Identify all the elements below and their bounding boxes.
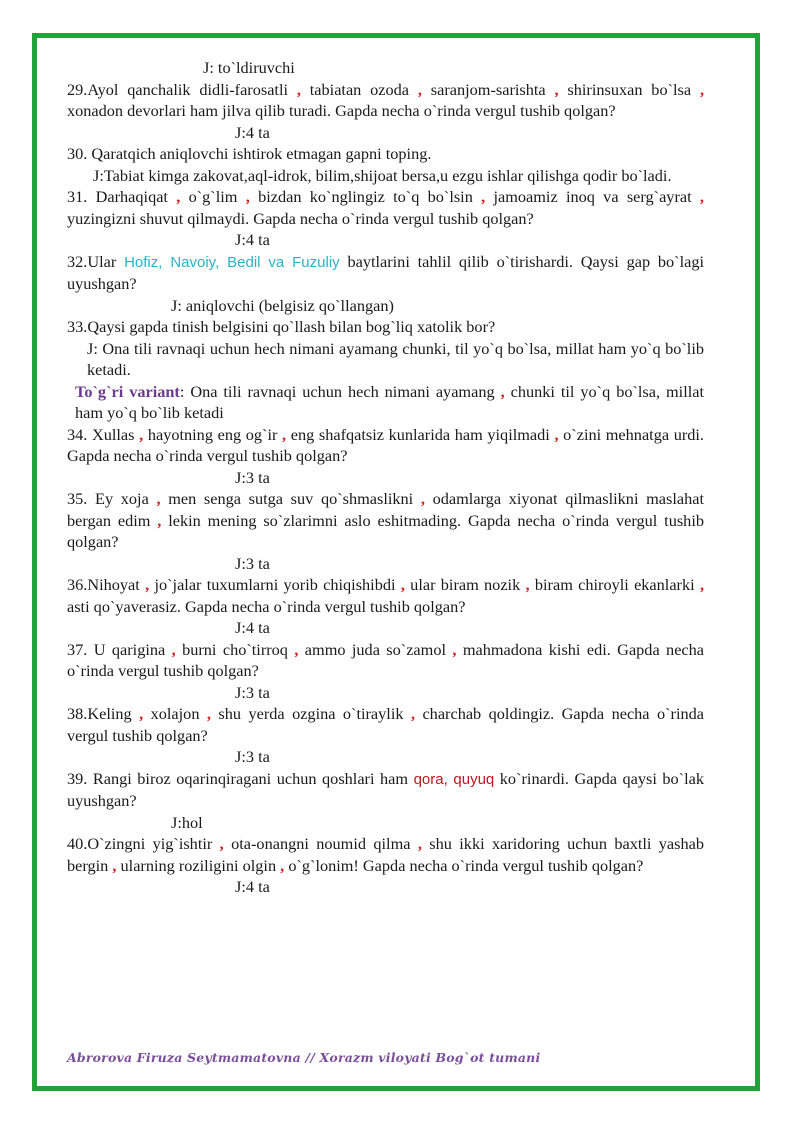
answer-37: J:3 ta xyxy=(235,682,270,702)
correct-variant: To`g`ri variant: Ona tili ravnaqi uchun hech nimani ayamang , chunki til yo`q bo`lsa, millat ham yo`q bo`lib ketadi xyxy=(75,381,705,422)
question-39: 39. Rangi biroz oqarinqiragani uchun qoshlari ham qora, quyuq ko`rinardi. Gapda qaysi bo`lak uyushgan? xyxy=(67,768,704,810)
answer-33: J: Ona tili ravnaqi uchun hech nimani ayamang chunki, til yo`q bo`lsa, millat ham yo`q bo`lib ketadi. xyxy=(87,338,704,379)
document-body xyxy=(67,57,704,898)
question-33: 33.Qaysi gapda tinish belgisini qo`llash bilan bog`liq xatolik bor? xyxy=(67,317,496,336)
question-40: 40.O`zingni yig`ishtir , ota-onangni noumid qilma , shu ikki xaridoring uchun baxtli yashab bergin , ularning roziligini olgin , o`g`lonim! Gapda necha o`rinda vergul tushib qolgan? xyxy=(67,834,704,875)
answer-38: J:3 ta xyxy=(235,747,270,766)
question-29: 29.Ayol qanchalik didli-farosatli , tabiatan ozoda , saranjom-sarishta , shirinsuxan bo`lsa , xonadon devorlari ham jilva qilib turadi. Gapda necha o`rinda vergul tushib qolgan? xyxy=(67,79,705,120)
answer-32: J: aniqlovchi (belgisiz qo`llangan) xyxy=(171,295,394,315)
question-37: 37. U qarigina , burni cho`tirroq , ammo juda so`zamol , mahmadona kishi edi. Gapda necha o`rinda vergul tushib qolgan? xyxy=(67,639,705,680)
answer-28: J: to`ldiruvchi xyxy=(203,58,295,77)
footer-author: Abrorova Firuza Seytmamatovna // Xorazm viloyati Bog`ot tumani xyxy=(67,1050,541,1065)
answer-40: J:4 ta xyxy=(235,877,270,896)
correct-variant-label: To`g`ri variant xyxy=(75,381,180,401)
answer-36: J:4 ta xyxy=(235,618,270,637)
question-35: 35. Ey xoja , men senga sutga suv qo`shmaslikni , odamlarga xiyonat qilmaslikni maslahat bergan edim , lekin mening so`zlarimni aslo eshitmading. Gapda necha o`rinda vergul tushib qolgan? xyxy=(67,489,705,551)
question-34: 34. Xullas , hayotning eng og`ir , eng shafqatsiz kunlarida ham yiqilmadi , o`zini mehnatga urdi. Gapda necha o`rinda vergul tushib qolgan? xyxy=(67,424,704,465)
answer-30: J:Tabiat kimga zakovat,aql-idrok, bilim,shijoat bersa,u ezgu ishlar qilishga qodir bo`ladi. xyxy=(93,165,672,185)
question-30: 30. Qaratqich aniqlovchi ishtirok etmagan gapni toping. xyxy=(67,144,432,163)
question-32: 32.Ular Hofiz, Navoiy, Bedil va Fuzuliy baytlarini tahlil qilib o`tirishardi. Qaysi gap bo`lagi uyushgan? xyxy=(67,251,705,293)
answer-34: J:3 ta xyxy=(235,467,270,487)
answer-31: J:4 ta xyxy=(235,230,270,249)
question-31: 31. Darhaqiqat , o`g`lim , bizdan ko`nglingiz to`q bo`lsin , jamoamiz inoq va serg`ayrat , yuzingizni shuvut qilmaydi. Gapda necha o`rinda vergul tushib qolgan? xyxy=(67,187,704,228)
answer-39: J:hol xyxy=(171,812,203,832)
answer-29: J:4 ta xyxy=(235,122,270,142)
question-38: 38.Keling , xolajon , shu yerda ozgina o`tiraylik , charchab qoldingiz. Gapda necha o`rinda vergul tushib qolgan? xyxy=(67,704,704,745)
highlight-uyushgan: qora, quyuq xyxy=(413,770,495,788)
question-36: 36.Nihoyat , jo`jalar tuxumlarni yorib chiqishibdi , ular biram nozik , biram chiroyli ekanlarki , asti qo`yaverasiz. Gapda necha o`rinda vergul tushib qolgan? xyxy=(67,575,705,616)
highlight-uyushgan: Hofiz, Navoiy, Bedil va Fuzuliy xyxy=(124,253,340,271)
answer-35: J:3 ta xyxy=(235,553,270,573)
